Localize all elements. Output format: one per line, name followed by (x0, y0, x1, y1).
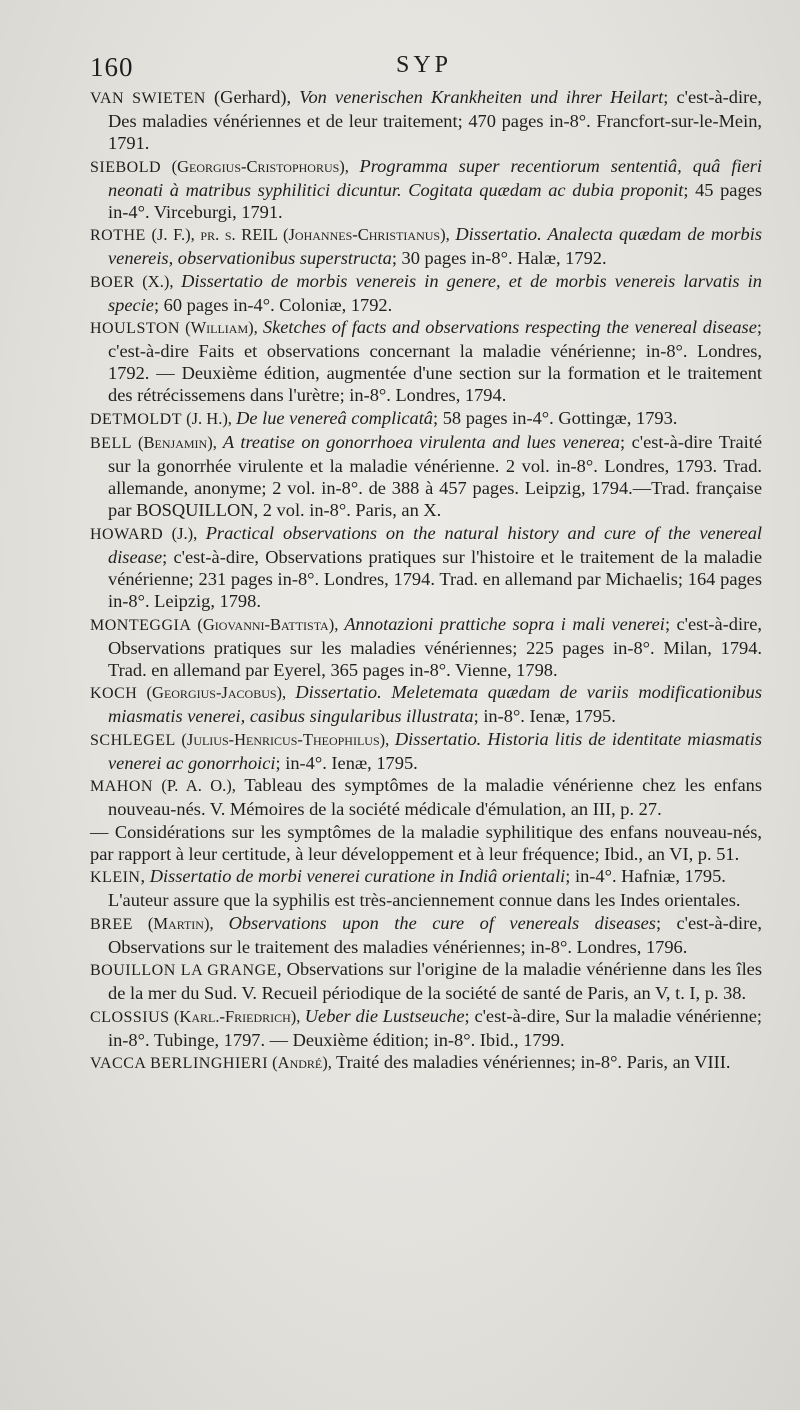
entry-details: Traité des maladies vénériennes; in-8°. Paris, an VIII. (336, 1052, 731, 1073)
entry-names: , (140, 866, 150, 887)
entry-author: ROTHE (90, 227, 146, 245)
entry-details: ; c'est-à-dire, Observations pratiques sur l'histoire et le traitement de la maladie vénérienne; 231 pages in-8°. Londres, 1794. Trad. en allemand par Michaelis; 164 pages in-8°. Leipzig, 1798. (108, 546, 762, 612)
entry-title: Programma super recentiorum sententiâ, quâ fieri neonati à matribus syphilitici dicuntur. Cogitata quædam ac dubia proponit (108, 155, 762, 200)
entry-author: VACCA BERLINGHIERI (90, 1055, 269, 1073)
entry-title: Annotazioni prattiche sopra i mali venerei (344, 613, 665, 634)
entry-names: (J.), (163, 523, 206, 543)
entry-names: (Julius-Henricus-Theophilus), (175, 729, 395, 749)
bibliography-entry (90, 774, 762, 820)
entry-title: Ueber die Lustseuche (304, 1005, 465, 1026)
entry-names: (André), (268, 1053, 336, 1073)
bibliography-entry (90, 912, 762, 958)
entry-author: VAN SWIETEN (90, 90, 206, 107)
bibliography-entry (90, 958, 762, 1004)
entry-author: BOUILLON LA GRANGE (90, 962, 277, 980)
entry-names: (Georgius-Cristophorus), (161, 156, 360, 176)
entry-author: KLEIN (90, 869, 141, 887)
bibliography-entry (90, 86, 762, 154)
bibliography-entry (90, 613, 762, 681)
entry-names: (Martin), (132, 913, 229, 933)
bibliography-entry (90, 821, 762, 865)
entry-names: (X.), (134, 271, 182, 291)
bibliography-entry (90, 681, 762, 727)
entry-author: BOER (90, 273, 135, 291)
entry-title: Sketches of facts and observations respecting the venereal disease (262, 317, 757, 338)
bibliography-entry (90, 407, 762, 431)
entry-names: (William), (179, 318, 263, 338)
entry-title: Observations upon the cure of venereals diseases (228, 912, 656, 933)
entry-author: CLOSSIUS (90, 1008, 170, 1026)
entry-title: Dissertatio de morbis venereis in genere, et de morbis venereis larvatis in specie (108, 270, 762, 315)
entry-author: DETMOLDT (90, 410, 182, 428)
entry-details: L'auteur assure que la syphilis est très-anciennement connue dans les Indes orientales. (108, 890, 741, 911)
bibliography-entry (90, 155, 762, 223)
entry-details: ; c'est-à-dire, Observations sur le traitement des maladies vénériennes; in-8°. Londres, 1796. (108, 912, 762, 957)
entry-details: ; 30 pages in-8°. Halæ, 1792. (391, 248, 607, 269)
bibliography-entry (90, 1005, 762, 1051)
entry-names: (P. A. O.), (152, 776, 245, 796)
entry-author: HOWARD (90, 525, 164, 543)
entry-details: Tableau des symptômes de la maladie vénérienne chez les enfans nouveau-nés. V. Mémoires de la société médicale d'émulation, an III, p. 27. (108, 775, 762, 820)
entry-details: ; in-8°. Ienæ, 1795. (473, 706, 616, 727)
entry-author: BREE (90, 915, 133, 933)
entry-author: MONTEGGIA (90, 616, 192, 634)
entry-details: ; 45 pages in-4°. Virceburgi, 1791. (108, 179, 762, 222)
bibliography-note (90, 889, 762, 911)
entry-names: (J. H.), (181, 408, 237, 428)
bibliography-entry (90, 316, 762, 406)
entry-details: ; c'est-à-dire Traité sur la gonorrhée virulente et la maladie vénérienne. 2 vol. in-8°. Londres, 1793. Trad. allemande, anonyme; 2 vol. in-8°. de 388 à 457 pages. Leipzig, 1794.—Trad. française par BOSQUILLON, 2 vol. in-8°. Paris, an X. (108, 432, 762, 521)
entry-title: Dissertatio. Analecta quædam de morbis venereis, observationibus superstructa (108, 224, 762, 269)
entry-details: ; 60 pages in-4°. Coloniæ, 1792. (153, 294, 393, 315)
entry-details: Observations sur l'origine de la maladie vénérienne dans les îles de la mer du Sud. V. Recueil périodique de la société de santé de Paris, an V, t. I, p. 38. (108, 959, 763, 1004)
bibliography-list (90, 86, 762, 1076)
entry-names: (Giovanni-Battista), (191, 614, 345, 634)
entry-title: Dissertatio. Meletemata quædam de variis modificationibus miasmatis venerei, casibus singularibus illustrata (108, 682, 762, 727)
bibliography-entry (90, 522, 762, 612)
entry-author: MAHON (90, 778, 153, 796)
bibliography-entry (90, 1051, 762, 1075)
entry-details: ; c'est-à-dire, Observations pratiques sur les maladies vénériennes; 225 pages in-8°. Milan, 1794. Trad. en allemand par Eyerel, 365 pages in-8°. Vienne, 1798. (108, 613, 762, 680)
entry-details: ; in-4°. Hafniæ, 1795. (565, 866, 726, 887)
entry-author: SIEBOLD (90, 158, 162, 176)
entry-details: ; c'est-à-dire Faits et observations concernant la maladie vénérienne; in-8°. Londres, 1792. — Deuxième édition, augmentée d'une section sur la formation et le traitement des rétrécissemens dans l'urètre; in-8°. Londres, 1794. (108, 317, 762, 406)
entry-title: Practical observations on the natural history and cure of the venereal disease (108, 522, 762, 567)
entry-title: Dissertatio de morbi venerei curatione in Indiâ orientali (149, 866, 566, 887)
entry-title: Dissertatio. Historia litis de identitate miasmatis venerei ac gonorrhoici (108, 728, 763, 773)
entry-names: (Gerhard), (205, 87, 300, 107)
entry-author: KOCH (90, 685, 138, 703)
page-number: 160 (90, 52, 134, 82)
bibliography-entry (90, 865, 762, 889)
entry-names: (Benjamin), (132, 433, 223, 453)
entry-names: (J. F.), pr. s. REIL (Johannes-Christianus), (145, 225, 456, 245)
entry-details: ; 58 pages in-4°. Gottingæ, 1793. (433, 407, 678, 428)
bibliography-entry (90, 431, 762, 521)
entry-title: Von venerischen Krankheiten und ihrer Heilart (299, 87, 664, 107)
entry-author: HOULSTON (90, 320, 180, 338)
entry-details: ; c'est-à-dire, Sur la maladie vénérienne; in-8°. Tubinge, 1797. — Deuxième édition; in-8°. Ibid., 1799. (108, 1005, 762, 1050)
bibliography-entry (90, 270, 762, 316)
entry-names: , (276, 959, 287, 980)
running-head: SYP (396, 52, 453, 78)
entry-names: (Georgius-Jacobus), (137, 683, 296, 703)
bibliography-entry (90, 728, 762, 774)
entry-title: De lue venereâ complicatâ (236, 407, 433, 428)
bibliography-entry (90, 223, 762, 269)
entry-names: (Karl.-Friedrich), (169, 1006, 305, 1026)
entry-details: ; c'est-à-dire, Des maladies vénériennes et de leur traitement; 470 pages in-8°. Francfort-sur-le-Mein, 1791. (108, 87, 762, 154)
entry-details: ; in-4°. Ienæ, 1795. (275, 752, 418, 773)
entry-author: BELL (90, 435, 132, 453)
entry-title: A treatise on gonorrhoea virulenta and lues venerea (222, 432, 620, 453)
entry-author: SCHLEGEL (90, 731, 176, 749)
entry-details: — Considérations sur les symptômes de la maladie syphilitique des enfans nouveau-nés, par rapport à leur certitude, à leur développement et à leur fréquence; Ibid., an VI, p. 51. (90, 821, 762, 864)
